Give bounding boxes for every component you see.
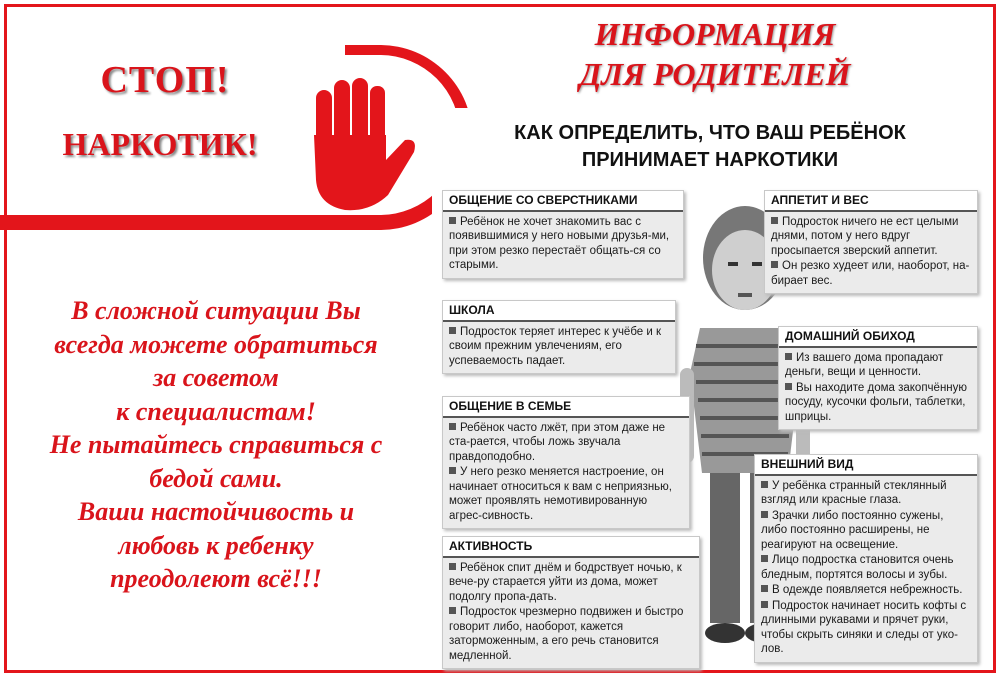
item-text: Подросток ничего не ест целыми днями, потом у него вдруг просыпается зверский аппетит. (771, 215, 959, 257)
section-activity (442, 536, 700, 669)
square-bullet-icon (449, 423, 456, 430)
drug-title: НАРКОТИК! (62, 126, 258, 162)
section-header: ДОМАШНИЙ ОБИХОД (779, 327, 977, 348)
section-family (442, 396, 690, 529)
list-item (761, 479, 971, 508)
hand-icon (314, 78, 415, 210)
advice-line: всегда можете обратиться (54, 329, 378, 359)
section-header: АППЕТИТ И ВЕС (765, 191, 977, 212)
advice-line: В сложной ситуации Вы (71, 296, 361, 325)
advice-line: бедой сами. (149, 463, 283, 493)
list-item (449, 605, 693, 663)
advice-line: к специалистам! (116, 396, 316, 426)
square-bullet-icon (785, 383, 792, 390)
list-item (785, 351, 971, 380)
square-bullet-icon (785, 353, 792, 360)
section-header: АКТИВНОСТЬ (443, 537, 699, 558)
advice-line: Ваши настойчивость и (77, 497, 355, 526)
item-text: Лицо подростка становится очень бледным, портятся волосы и зубы. (761, 554, 954, 581)
item-text: Ребёнок часто лжёт, при этом даже не ста-рается, чтобы ложь звучала правдоподобно. (449, 421, 666, 463)
list-item (761, 509, 971, 553)
info-title-line1: ИНФОРМАЦИЯ (594, 16, 836, 52)
section-home (778, 326, 978, 430)
item-text: Подросток теряет интерес к учёбе и к своим прежним увлечениям, его успеваемость падает. (449, 325, 662, 367)
list-item (449, 561, 693, 605)
list-item (449, 325, 669, 369)
item-text: Подросток чрезмерно подвижен и быстро говорит либо, наоборот, кажется заторможенным, а его речь становится медленной. (449, 606, 684, 662)
square-bullet-icon (761, 511, 768, 518)
advice-line: любовь к ребенку (118, 530, 314, 560)
square-bullet-icon (449, 607, 456, 614)
square-bullet-icon (449, 563, 456, 570)
square-bullet-icon (771, 217, 778, 224)
advice-line: за советом (153, 363, 279, 392)
advice-line: преодолеют всё!!! (110, 564, 322, 593)
list-item (761, 583, 971, 598)
poster-title-line1: КАК ОПРЕДЕЛИТЬ, ЧТО ВАШ РЕБЁНОК (514, 122, 906, 144)
section-header: ШКОЛА (443, 301, 675, 322)
section-header: ОБЩЕНИЕ В СЕМЬЕ (443, 397, 689, 418)
item-text: Ребёнок спит днём и бодрствует ночью, к вече-ру старается уйти из дома, может подолгу пропа-дать. (449, 561, 682, 603)
square-bullet-icon (449, 217, 456, 224)
item-text: Из вашего дома пропадают деньги, вещи и ценности. (785, 351, 944, 378)
advice-line: Не пытайтесь справиться с (49, 430, 383, 459)
item-text: У ребёнка странный стеклянный взгляд или красные глаза. (761, 479, 947, 506)
poster-title-line2: ПРИНИМАЕТ НАРКОТИКИ (581, 149, 839, 171)
list-item (449, 421, 683, 465)
section-appetite (764, 190, 978, 294)
section-school (442, 300, 676, 374)
list-item (449, 215, 677, 273)
item-text: В одежде появляется небрежность. (772, 584, 963, 596)
square-bullet-icon (761, 601, 768, 608)
square-bullet-icon (449, 327, 456, 334)
section-peers (442, 190, 684, 279)
item-text: У него резко меняется настроение, он начинает относиться к вам с неприязнью, может проявлять немотивированную агрес-сивность. (449, 466, 672, 522)
item-text: Подросток начинает носить кофты с длинными рукавами и прячет руки, чтобы скрыть синяки и следы от уко-лов. (761, 599, 967, 655)
item-text: Вы находите дома закопчённую посуду, кусочки фольги, таблетки, шприцы. (785, 381, 968, 423)
infographic-poster (432, 108, 988, 670)
square-bullet-icon (761, 555, 768, 562)
advice-text (12, 294, 420, 596)
poster-title (432, 120, 988, 174)
list-item (761, 599, 971, 657)
stop-title: СТОП! (100, 59, 230, 101)
section-header: ОБЩЕНИЕ СО СВЕРСТНИКАМИ (443, 191, 683, 212)
list-item (761, 553, 971, 582)
square-bullet-icon (771, 261, 778, 268)
section-header: ВНЕШНИЙ ВИД (755, 455, 977, 476)
item-text: Он резко худеет или, наоборот, на-бирает вес. (771, 260, 970, 287)
square-bullet-icon (761, 585, 768, 592)
list-item (771, 259, 971, 288)
info-for-parents-title (505, 14, 925, 94)
square-bullet-icon (761, 481, 768, 488)
info-title-line2: ДЛЯ РОДИТЕЛЕЙ (579, 56, 851, 92)
square-bullet-icon (449, 467, 456, 474)
item-text: Зрачки либо постоянно сужены, либо постоянно расширены, не реагируют на освещение. (761, 509, 944, 551)
list-item (771, 215, 971, 259)
list-item (785, 381, 971, 425)
item-text: Ребёнок не хочет знакомить вас с появившимися у него новыми друзья-ми, при этом резко перестаёт общать-ся со старыми. (449, 215, 670, 271)
section-appearance (754, 454, 978, 663)
list-item (449, 465, 683, 523)
